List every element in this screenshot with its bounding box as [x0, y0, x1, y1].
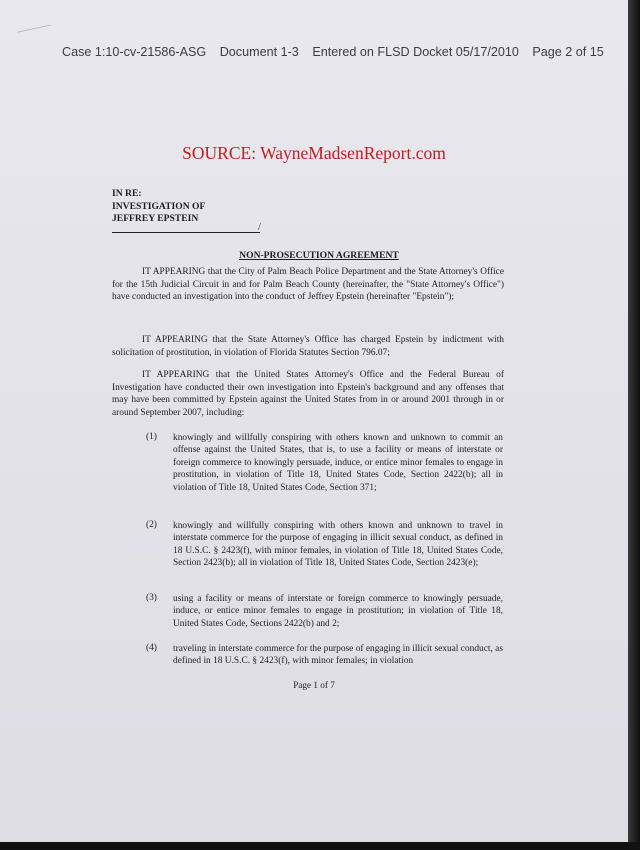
list-item-text: traveling in interstate commerce for the purpose of engaging in illicit sexual conduct, as defined in 18 U.S.C. § 2423(f), with minor females; in violation: [173, 644, 503, 667]
paragraph-2: IT APPEARING that the State Attorney's Office has charged Epstein by indictment with solicitation of prostitution, in violation of Florida Statutes Section 796.07;: [112, 335, 504, 358]
case-caption: [112, 188, 205, 226]
caption-slash: /: [258, 222, 261, 233]
caption-underline: [112, 232, 260, 233]
paragraph-3: IT APPEARING that the United States Attorney's Office and the Federal Bureau of Investigation have conducted their own investigation into Epstein's background and any offenses that may have been committed by Epstein against the United States from in or around 2001 through in or around September 2007, including:: [112, 370, 504, 418]
agreement-title-wrap: [0, 245, 628, 263]
scan-smudge: [17, 25, 52, 41]
page-number: Page 1 of 7: [293, 680, 335, 690]
caption-line-2: INVESTIGATION OF: [112, 200, 206, 212]
paragraph-1: IT APPEARING that the City of Palm Beach Police Department and the State Attorney's Office for the 15th Judicial Circuit in and for Palm Beach County (hereinafter, the "State Attorney's Office") have conducted an investigation into the conduct of Jeffrey Epstein (hereinafter "Epstein");: [112, 267, 504, 303]
caption-line-1: IN RE:: [112, 188, 142, 199]
scan-edge-bottom: [0, 842, 640, 850]
docket-case-number: Case 1:10-cv-21586-ASG: [62, 45, 207, 59]
docket-document-number: Document 1-3: [219, 45, 299, 59]
list-item-number: (4): [146, 643, 157, 653]
docket-page-count: Page 2 of 15: [532, 45, 604, 59]
agreement-title: NON-PROSECUTION AGREEMENT: [239, 250, 399, 261]
caption-line-3: JEFFREY EPSTEIN: [112, 213, 199, 224]
scan-edge-right: [628, 0, 640, 850]
list-item-number: (3): [146, 593, 157, 603]
list-item-number: (2): [146, 520, 157, 530]
list-item-text: using a facility or means of interstate or foreign commerce to knowingly persuade, induce, or entice minor females to engage in prostitution; in violation of Title 18, United States Code, Sections 2422(b) and 2;: [173, 594, 503, 629]
list-item-text: knowingly and willfully conspiring with others known and unknown to commit an offense against the United States, that is, to use a facility or means of interstate or foreign commerce to knowingly persuade, induce, or entice minor females to engage in prostitution, in violation of Title 18, United States Code, Section 2422(b); all in violation of Title 18, United States Code, Section 371;: [173, 433, 503, 493]
source-label: SOURCE: WayneMadsenReport.com: [182, 143, 446, 163]
list-item-text: knowingly and willfully conspiring with others known and unknown to travel in interstate commerce for the purpose of engaging in illicit sexual conduct, as defined in 18 U.S.C. § 2423(f), with minor females, in violation of Title 18, United States Code, Section 2423(b); all in violation of Title 18, United States Code, Section 2423(e);: [173, 521, 503, 569]
list-item-number: (1): [146, 432, 157, 442]
docket-header: [62, 45, 622, 59]
docket-entered-date: Entered on FLSD Docket 05/17/2010: [312, 45, 519, 59]
